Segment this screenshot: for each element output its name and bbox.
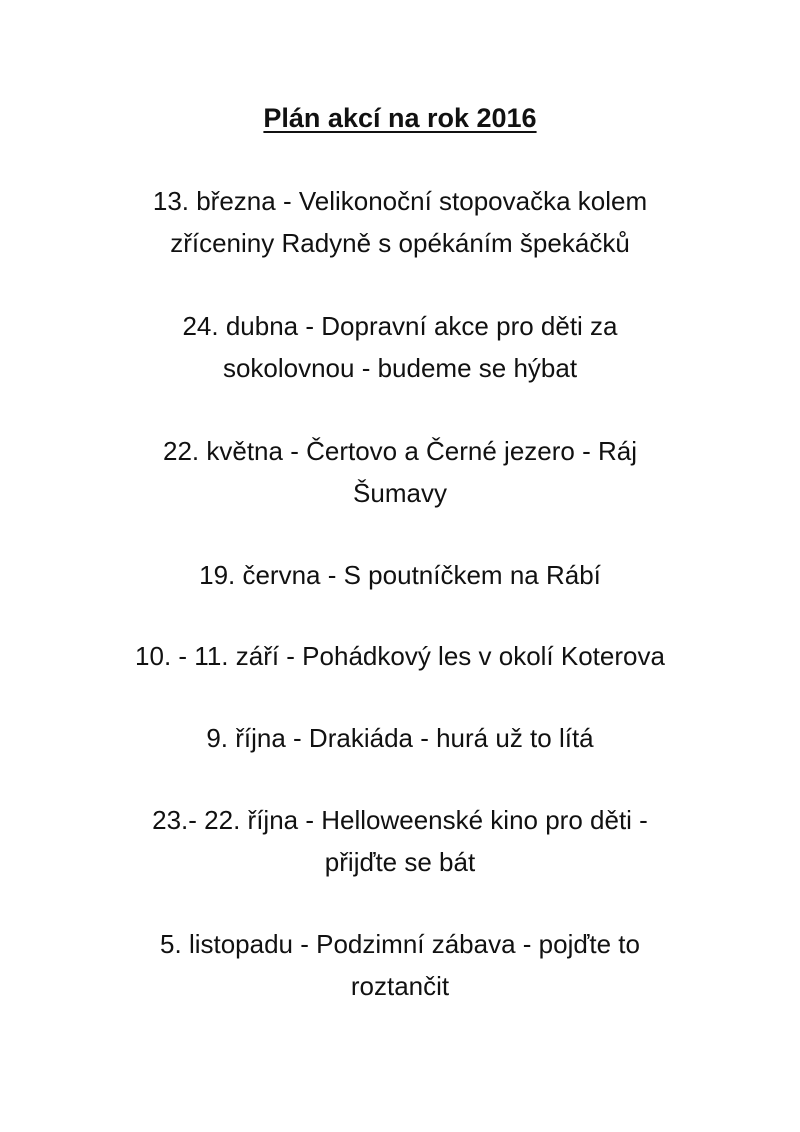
event-text: 23.- 22. října - Helloweenské kino pro děti -: [152, 805, 648, 835]
event-item: [60, 430, 740, 514]
event-text: zříceniny Radyně s opékáním špekáčků: [170, 228, 630, 258]
event-item: [60, 554, 740, 596]
event-text: přijďte se bát: [324, 847, 476, 877]
event-item: [60, 717, 740, 759]
event-text: 10. - 11. září - Pohádkový les v okolí Koterova: [135, 641, 665, 671]
event-text: 24. dubna - Dopravní akce pro děti za: [182, 311, 618, 341]
event-item: [60, 799, 740, 883]
event-text: 22. května - Čertovo a Černé jezero - Ráj: [163, 436, 637, 466]
event-text: 9. října - Drakiáda - hurá už to lítá: [206, 723, 594, 753]
event-item: [60, 923, 740, 1007]
page-title: Plán akcí na rok 2016: [263, 103, 537, 133]
event-item: [60, 180, 740, 264]
event-item: [60, 635, 740, 677]
event-text: 13. března - Velikonoční stopovačka kolem: [152, 186, 648, 216]
event-text: sokolovnou - budeme se hýbat: [222, 353, 578, 383]
event-text: roztančit: [350, 971, 450, 1001]
event-item: [60, 305, 740, 389]
event-text: 5. listopadu - Podzimní zábava - pojďte to: [160, 929, 640, 959]
event-text: 19. června - S poutníčkem na Rábí: [199, 560, 601, 590]
event-text: Šumavy: [353, 478, 447, 508]
